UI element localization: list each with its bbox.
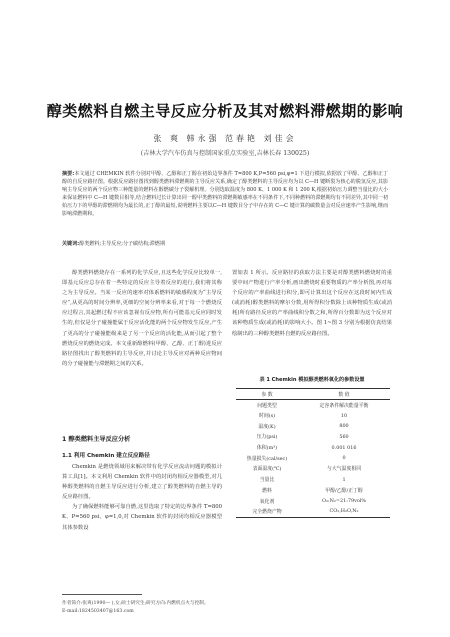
- table-header-value: 数 值: [298, 389, 390, 400]
- param-cell: 体积(m³): [256, 445, 278, 452]
- table-row: [236, 432, 390, 443]
- abstract-text: 本文通过 CHEMKIN 软件分别对甲醇、乙醇和正丁醇在初始边界条件 T=800 K,P=560 psi,φ=1 下进行模拟,依据放了甲醇、乙醇和正丁醇的自反应路径图。根据反应路径图找到醇类燃料滞燃期的主导反应关系,确定了醇类燃料的主导反应均为以 C—H 键断裂为核心的脱氢反应,其影响主导反应的两个反应物三种能量的燃料在醇燃碳分子裂解机理。分别选取温度为 800 K、1 000 K 和 1 200 K,根据初始压力调整当量比的大小来保证燃料中 C—H 键数目相等,结合燃料过长计算出同一醇甲类燃料的滞燃期敏感率在不同条件下,不同种燃料的滞燃期均有不同差异,其中同一初始压力下的甲醇的滞燃期均为最长的,正丁醇的最短,说明燃料主要以C—H 键数目分子中存在的 C—C 键计算的碳数量会对反应速率产生影响,继而影响滞燃期和。: [62, 171, 388, 217]
- section-heading: 1 醇类燃料主导反应分析: [62, 436, 131, 443]
- parameter-table: [236, 388, 390, 518]
- param-cell: 表面温度(℃): [252, 466, 282, 473]
- value-cell: 560: [339, 433, 349, 440]
- value-cell: 甲醇/乙醇/正丁醇: [325, 487, 363, 494]
- value-cell: 1: [342, 476, 346, 483]
- table-row: [236, 442, 390, 453]
- paper-title: 醇类燃料自燃主导反应分析及其对燃料滞燃期的影响: [46, 102, 404, 120]
- param-cell: 燃料: [262, 487, 272, 494]
- method-paragraph-2: 为了确保燃料能够可靠自燃,这里选取了特定的边界条件 T=800 K、P=560 psi、φ=1,0,对 Chemkin 软件的封闭均相反应器模型其体参数设: [62, 504, 222, 531]
- table-header-row: [236, 389, 390, 400]
- abstract: [62, 170, 388, 218]
- param-cell: 完全燃烧产物: [236, 506, 298, 517]
- table-row: [236, 421, 390, 432]
- value-cell: 10: [340, 412, 348, 419]
- keywords-text: 醇类燃料;主导反应;分子碳结构;滞燃期: [79, 241, 166, 247]
- param-cell: 当量比: [259, 477, 275, 484]
- footnote: [62, 600, 392, 616]
- subsection-heading: 1.1 利用 Chemkin 建立反应路径: [62, 453, 150, 459]
- table-caption: 表 1 Chemkin 模拟醇类燃料氧化的参数设置: [259, 377, 365, 383]
- param-cell: 热量损失(cal/sec): [246, 455, 288, 462]
- value-cell: 定容条件解决能量平衡: [319, 402, 369, 409]
- method-paragraph-1: Chemkin 是燃烧领域用来解决带有化学反应流动问题的模拟计算工具[1]。本文利用 Chemkin 软件中的封闭均相反应器模型,对几种醇类燃料的自燃主导反应进行分析,建立了醇类燃料的自燃主导的反应路径图。: [62, 464, 222, 501]
- value-cell: 800: [339, 423, 349, 430]
- table-row: [236, 506, 390, 517]
- param-cell: 氧化剂: [259, 498, 275, 505]
- keywords: [62, 240, 388, 248]
- table-row: [236, 453, 390, 464]
- abstract-label: 摘要:: [62, 171, 75, 177]
- author-email: E-mail:1824503407@163.com: [62, 609, 134, 614]
- table-header-param: 参 数: [236, 389, 298, 400]
- param-cell: 问题类型: [257, 402, 277, 409]
- author-list: 张 爽 韩永强 范春艳 刘佳会: [153, 134, 297, 143]
- value-cell: 0: [342, 455, 346, 462]
- param-cell: 温度(K): [258, 423, 276, 430]
- value-cell: 与大气温度相同: [326, 466, 362, 473]
- intro-paragraph: 醇类燃料燃烧存在一系列的化学反应,且这些化学反应比较单一,即基元反应总存在着一些特定的反应主导着反应的进行,我们将其称之为主导反应。当某一反应的速率对体系燃料的敏感程度为“主导反应”,从更高的时间分辨率,更细的空间分辨率来看,对于每一个燃烧反应过程言,其起燃过程不应该忽视有反应物,所有可能基元反应同时发生的,但仅是分子碰撞能属于反应活化能的两个反应物发生反应,产生了更高的分子碰撞能级来是了另一个反应的活化能,从而引起了整个燃烧反应的燃烧完成。本文重新醇燃料(甲醇、乙醇、正丁醇)进反应路径图找出了醇类燃料的主导反应,并讨论主导反应对两种反应物间的分子碰撞能与滞燃期之间的关系。: [62, 270, 222, 367]
- affiliation: (吉林大学汽车仿真与控制国家重点实验室,吉林长春 130025): [140, 150, 310, 157]
- author-bio: 作者简介:张爽(1990— ),女,硕士研究生;研究方向:内燃机点火与控制。: [62, 601, 209, 606]
- method-column: [62, 462, 222, 533]
- table-row: [236, 464, 390, 475]
- table-row: [236, 410, 390, 421]
- keywords-label: 关键词:: [62, 241, 80, 247]
- value-cell: 0.001 016: [331, 444, 357, 451]
- param-cell: 时间(s): [258, 413, 276, 420]
- footnote-divider: [62, 594, 142, 595]
- param-cell: 压力(psi): [256, 434, 278, 441]
- pathway-paragraph: 置如表 1 所示。反应路径的获取方法主要是对醇类燃料燃烧时的重要中间产物进行产率分析,画出燃烧时重要物质的产率分析图,再对每个反应的产率曲线进行积分,即可计算出这个反应在这段时间内生成(或消耗)醇类燃料的摩尔分数,用所得积分数除上该种物质生成(或消耗)所有路径反应的产率曲线积分数之和,所得百分数即为这个反应对该种物质生成(或消耗)的影响大小。图 1~图 3 分别为根据仿真结果绘制出的三种醇类燃料自燃的反应路径图。: [232, 270, 392, 337]
- table-row: [236, 400, 390, 411]
- value-cell: CO₂,H₂O,N₂: [298, 506, 390, 517]
- right-column: [232, 268, 392, 339]
- table-row: [236, 496, 390, 507]
- intro-column: [62, 268, 222, 369]
- table-row: [236, 474, 390, 485]
- value-cell: O₂:N₂=21:79vol%: [322, 498, 366, 505]
- table-row: [236, 485, 390, 496]
